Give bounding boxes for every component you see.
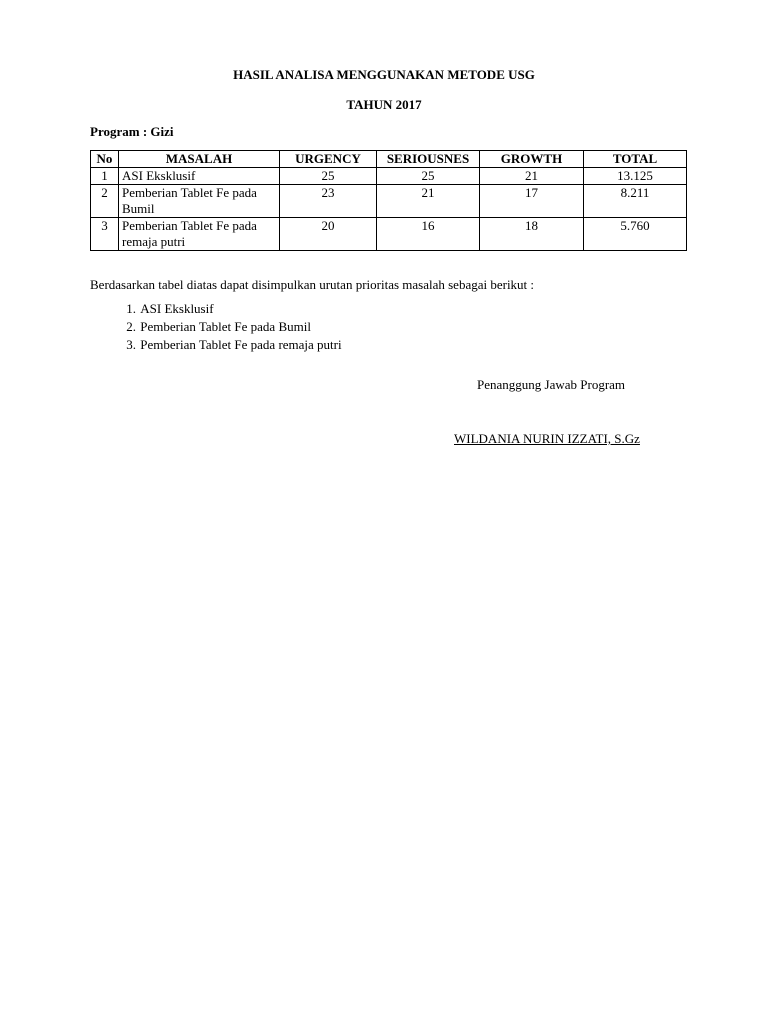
cell-total: 5.760 <box>584 218 687 251</box>
program-label: Program : Gizi <box>90 124 174 139</box>
cell-masalah: Pemberian Tablet Fe pada remaja putri <box>119 218 280 251</box>
cell-urgency: 20 <box>280 218 377 251</box>
table-row <box>91 168 687 185</box>
list-item <box>90 318 342 336</box>
list-item-text: Pemberian Tablet Fe pada remaja putri <box>140 337 342 352</box>
header-masalah: MASALAH <box>119 151 280 168</box>
header-total: TOTAL <box>584 151 687 168</box>
table-row <box>91 185 687 218</box>
cell-total: 8.211 <box>584 185 687 218</box>
list-item <box>90 336 342 354</box>
cell-no: 2 <box>91 185 119 218</box>
cell-masalah: Pemberian Tablet Fe pada Bumil <box>119 185 280 218</box>
table-row <box>91 218 687 251</box>
priority-list <box>90 300 342 354</box>
cell-urgency: 25 <box>280 168 377 185</box>
cell-no: 3 <box>91 218 119 251</box>
header-seriousnes: SERIOUSNES <box>377 151 480 168</box>
list-item-text: ASI Eksklusif <box>140 301 214 316</box>
document-title: HASIL ANALISA MENGGUNAKAN METODE USG <box>233 67 535 82</box>
header-no: No <box>91 151 119 168</box>
cell-seriousnes: 21 <box>377 185 480 218</box>
cell-seriousnes: 25 <box>377 168 480 185</box>
header-growth: GROWTH <box>480 151 584 168</box>
usg-analysis-table <box>90 150 687 251</box>
conclusion-text: Berdasarkan tabel diatas dapat disimpulkan urutan prioritas masalah sebagai berikut : <box>90 277 535 292</box>
list-item-text: Pemberian Tablet Fe pada Bumil <box>140 319 311 334</box>
cell-total: 13.125 <box>584 168 687 185</box>
cell-no: 1 <box>91 168 119 185</box>
signer-role: Penanggung Jawab Program <box>477 377 626 392</box>
cell-urgency: 23 <box>280 185 377 218</box>
list-item <box>90 300 342 318</box>
list-item-number: 2. <box>126 319 136 334</box>
cell-masalah: ASI Eksklusif <box>119 168 280 185</box>
header-urgency: URGENCY <box>280 151 377 168</box>
cell-growth: 18 <box>480 218 584 251</box>
list-item-number: 3. <box>126 337 136 352</box>
table-header-row <box>91 151 687 168</box>
cell-seriousnes: 16 <box>377 218 480 251</box>
cell-growth: 17 <box>480 185 584 218</box>
list-item-number: 1. <box>126 301 136 316</box>
cell-growth: 21 <box>480 168 584 185</box>
document-year: TAHUN 2017 <box>346 97 422 112</box>
signer-name: WILDANIA NURIN IZZATI, S.Gz <box>454 431 640 446</box>
